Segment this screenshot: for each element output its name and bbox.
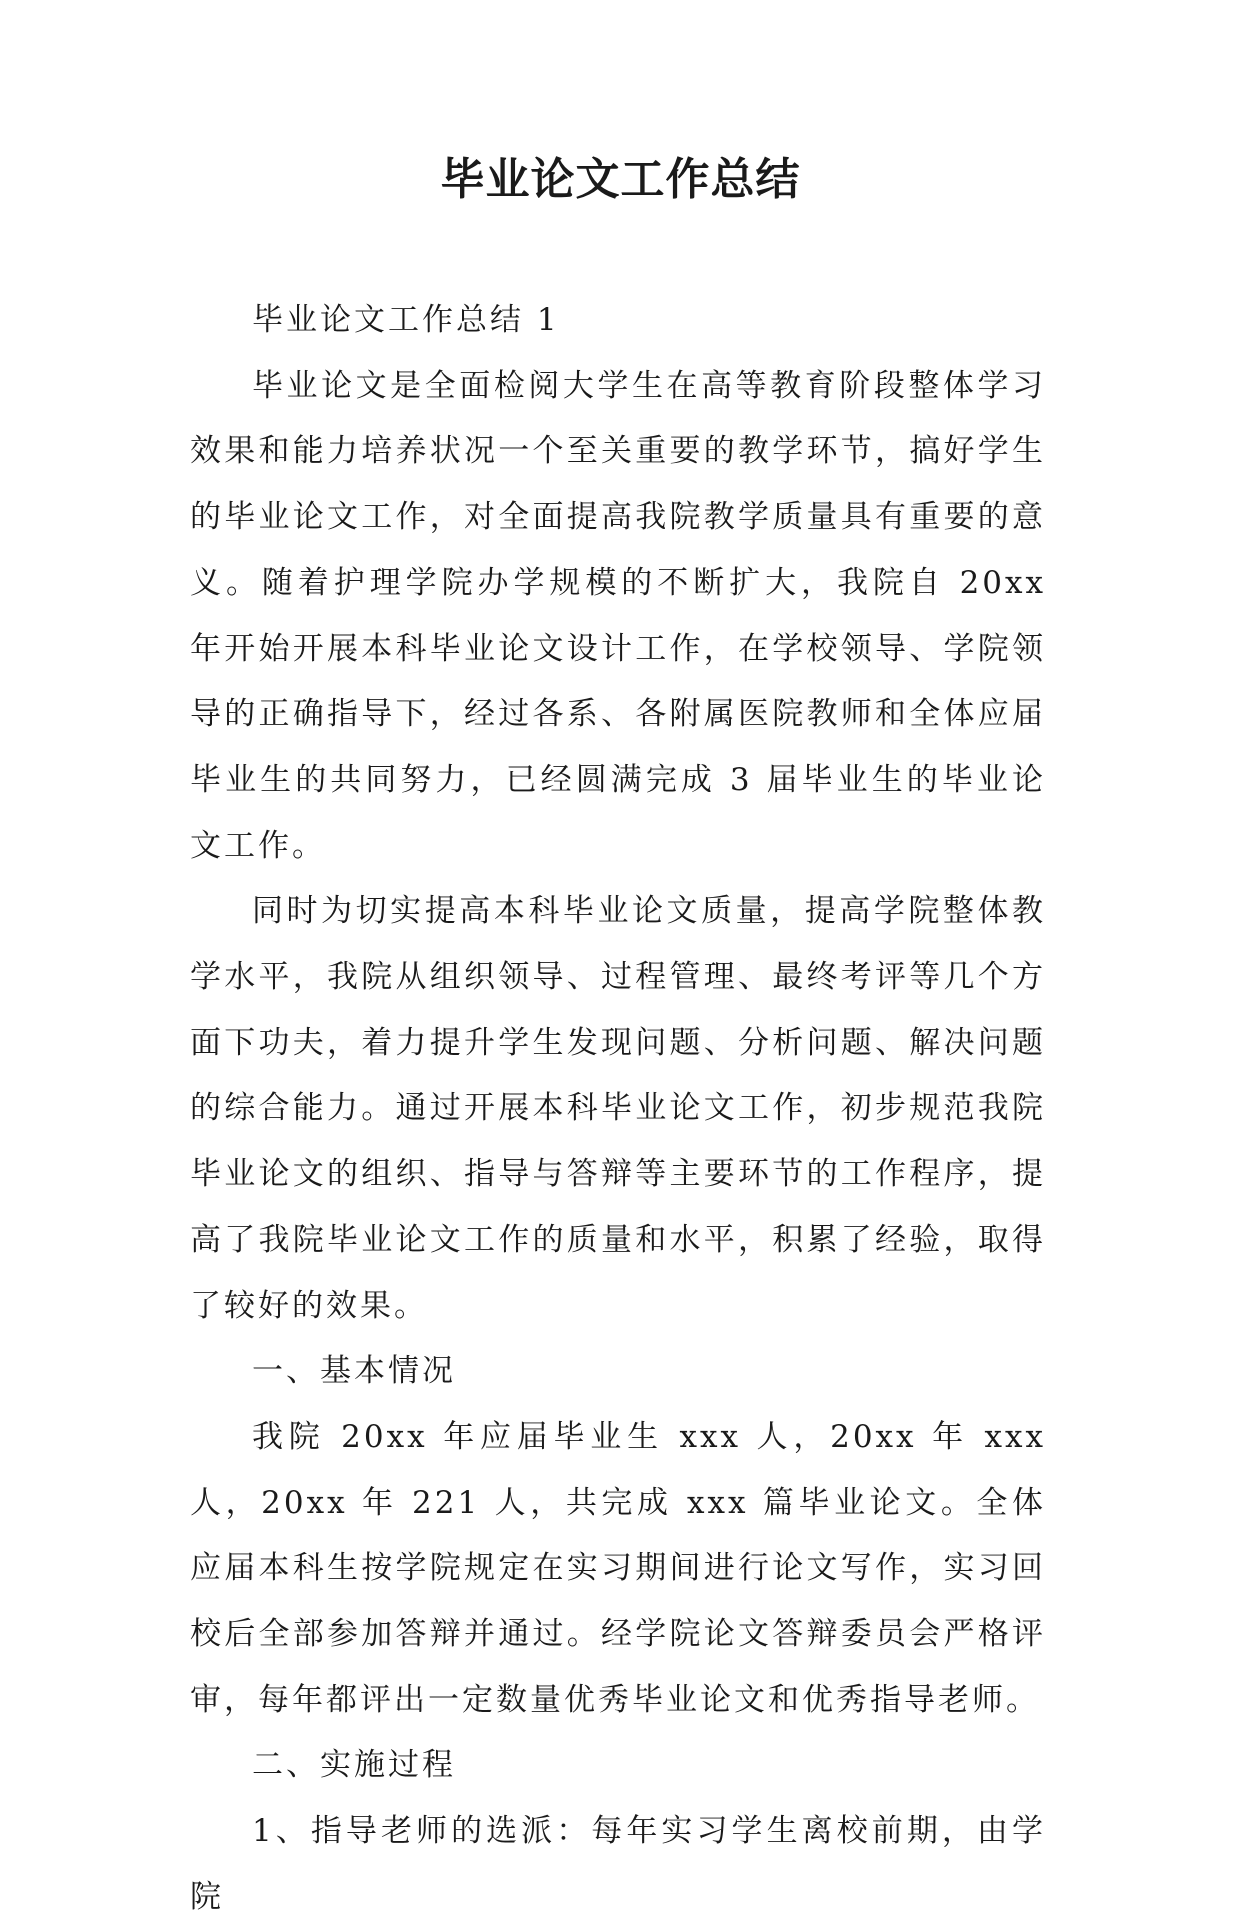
paragraph-basic-info: 我院 20xx 年应届毕业生 xxx 人，20xx 年 xxx 人，20xx 年 221 人，共完成 xxx 篇毕业论文。全体应届本科生按学院规定在实习期间进行论文写作，实习回校后全部参加答辩并通过。经学院论文答辩委员会严格评审，每年都评出一定数量优秀毕业论文和优秀指导老师。 xyxy=(190,1418,1046,1718)
paragraph-intro: 毕业论文是全面检阅大学生在高等教育阶段整体学习效果和能力培养状况一个至关重要的教学环节，搞好学生的毕业论文工作，对全面提高我院教学质量具有重要的意义。随着护理学院办学规模的不断扩大，我院自 20xx 年开始开展本科毕业论文设计工作，在学校领导、学院领导的正确指导下，经过各系、各附属医院教师和全体应届毕业生的共同努力，已经圆满完成 3 届毕业生的毕业论文工作。 xyxy=(190,367,1046,864)
document-body xyxy=(190,288,1046,1931)
paragraph-quality: 同时为切实提高本科毕业论文质量，提高学院整体教学水平，我院从组织领导、过程管理、最终考评等几个方面下功夫，着力提升学生发现问题、分析问题、解决问题的综合能力。通过开展本科毕业论文工作，初步规范我院毕业论文的组织、指导与答辩等主要环节的工作程序，提高了我院毕业论文工作的质量和水平，积累了经验，取得了较好的效果。 xyxy=(190,893,1046,1324)
document-title: 毕业论文工作总结 xyxy=(440,154,801,205)
section-heading-process: 二、实施过程 xyxy=(252,1747,456,1784)
section-subtitle: 毕业论文工作总结 1 xyxy=(252,302,560,338)
paragraph-advisor-selection: 1、指导老师的选派：每年实习学生离校前期，由学院 xyxy=(190,1813,1046,1915)
section-heading-basic: 一、基本情况 xyxy=(252,1353,456,1390)
